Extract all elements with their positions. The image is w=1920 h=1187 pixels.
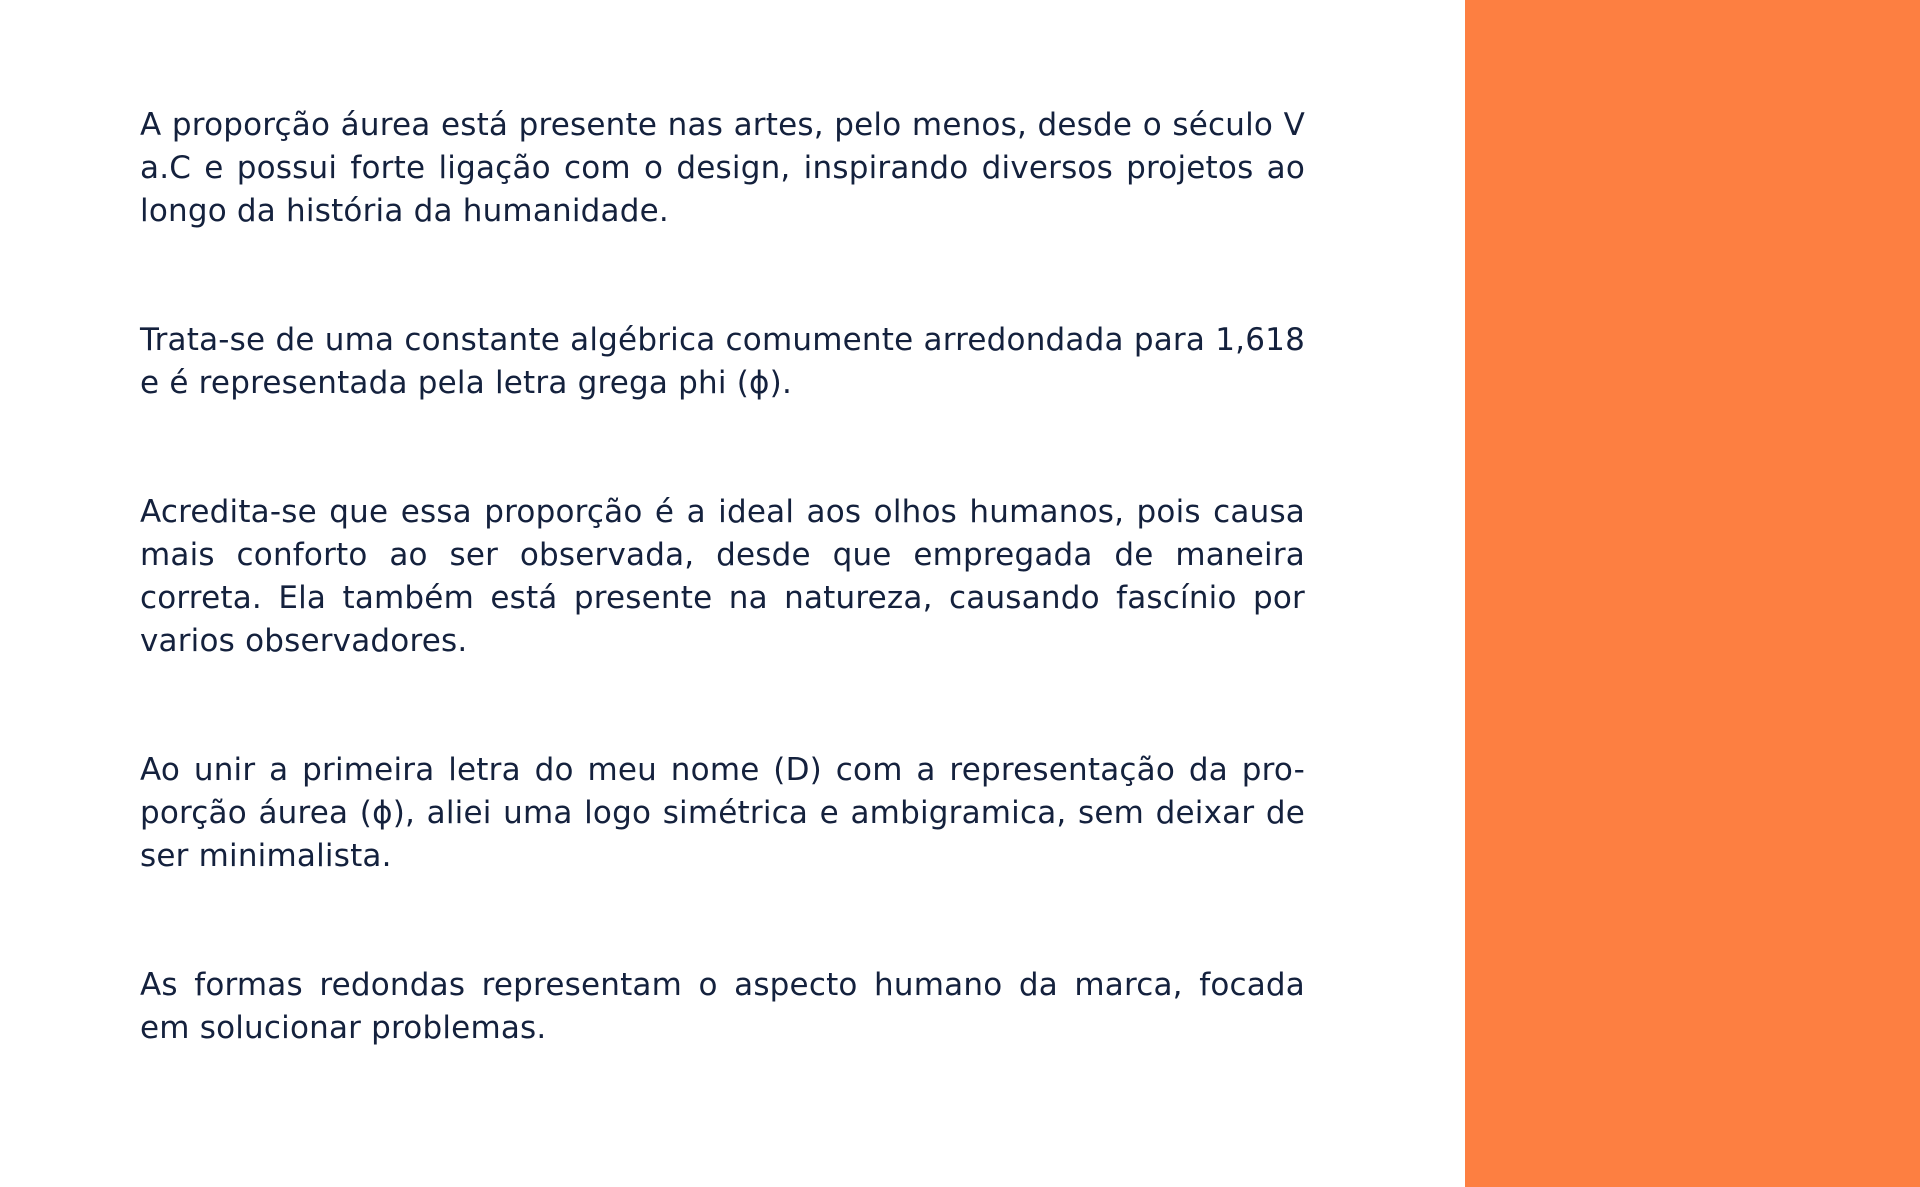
paragraph-logo-concept: Ao unir a primeira letra do meu nome (D) com a representação da pro-porção áurea (ϕ), aliei uma logo simétrica e ambigramica, sem deixar de ser minimalista. bbox=[140, 752, 1305, 874]
paragraph-phi-constant: Trata-se de uma constante algébrica comumente arredondada para 1,618 e é representada pela letra grega phi (ϕ). bbox=[140, 322, 1305, 401]
text-column bbox=[140, 104, 1305, 1050]
paragraph-golden-ratio-history: A proporção áurea está presente nas artes, pelo menos, desde o século V a.C e possui forte ligação com o design, inspirando diversos projetos ao longo da história da humanidade. bbox=[140, 107, 1305, 229]
orange-accent-panel bbox=[1465, 0, 1920, 1187]
paragraph-round-shapes: As formas redondas representam o aspecto humano da marca, focada em solucionar problemas. bbox=[140, 967, 1305, 1046]
paragraph-ideal-proportion: Acredita-se que essa proporção é a ideal aos olhos humanos, pois causa mais conforto ao ser observada, desde que empregada de maneira correta. Ela também está presente na natureza, causando fascínio por varios observadores. bbox=[140, 494, 1305, 659]
